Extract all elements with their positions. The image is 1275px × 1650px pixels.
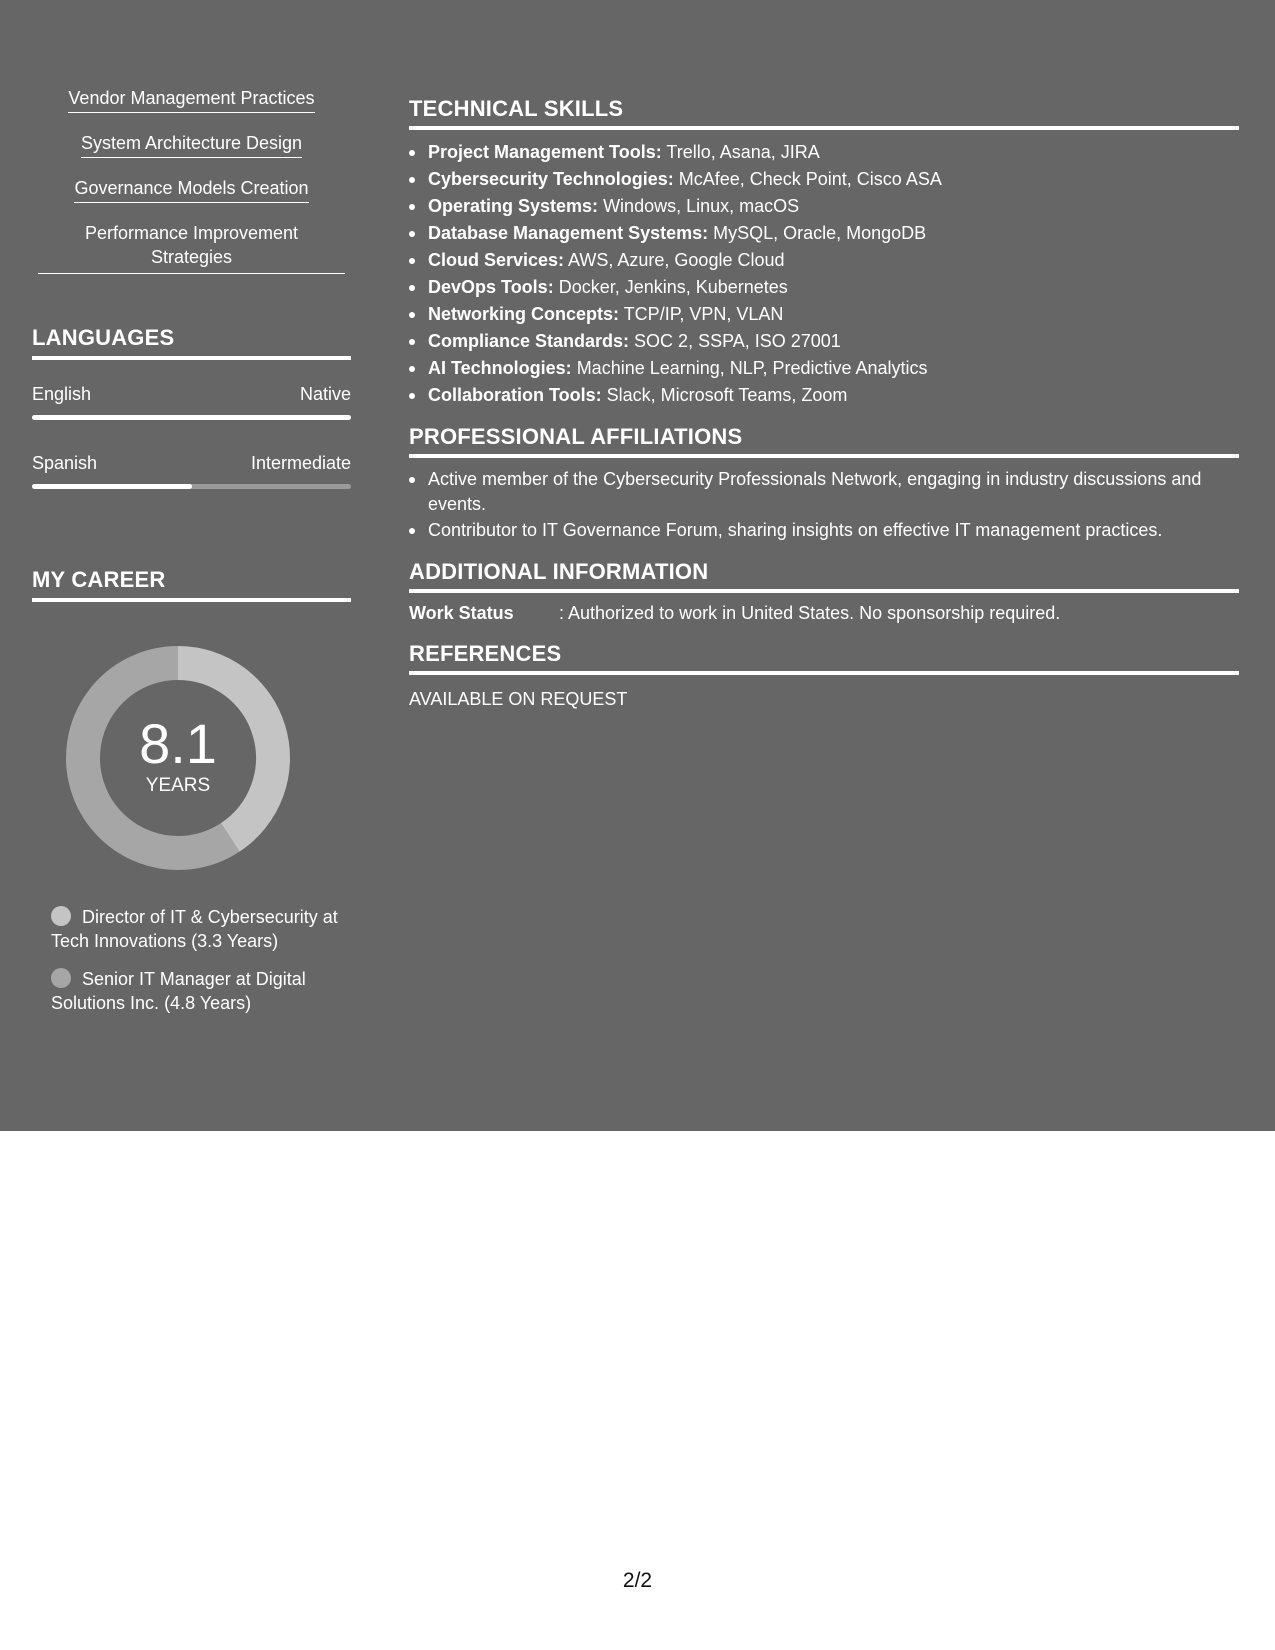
skill-tag: Performance Improvement Strategies (38, 221, 345, 274)
list-item: Collaboration Tools: Slack, Microsoft Teams, Zoom (409, 382, 1239, 409)
career-heading: MY CAREER (32, 567, 351, 602)
technical-skills-section (409, 96, 1239, 409)
list-item: DevOps Tools: Docker, Jenkins, Kubernetes (409, 274, 1239, 301)
affiliations-heading: PROFESSIONAL AFFILIATIONS (409, 424, 1239, 458)
list-item: Active member of the Cybersecurity Professionals Network, engaging in industry discussions and events. (409, 467, 1239, 517)
additional-info-heading: ADDITIONAL INFORMATION (409, 559, 1239, 593)
career-donut-chart (65, 645, 291, 871)
list-item: Operating Systems: Windows, Linux, macOS (409, 193, 1239, 220)
technical-skills-heading: TECHNICAL SKILLS (409, 96, 1239, 130)
list-item: AI Technologies: Machine Learning, NLP, Predictive Analytics (409, 355, 1239, 382)
career-legend-item: Director of IT & Cybersecurity at Tech Innovations (3.3 Years) (51, 907, 338, 951)
work-status-label: Work Status (409, 603, 514, 623)
language-level: Intermediate (250, 453, 351, 473)
language-level: Native (299, 384, 351, 404)
language-name: English (32, 384, 92, 404)
list-item: Cloud Services: AWS, Azure, Google Cloud (409, 247, 1239, 274)
skill-tag: Vendor Management Practices (38, 86, 345, 113)
work-status-value: : Authorized to work in United States. No sponsorship required. (559, 603, 1061, 623)
language-proficiency-fill (32, 415, 351, 420)
language-name: Spanish (32, 453, 98, 473)
list-item: Project Management Tools: Trello, Asana, JIRA (409, 139, 1239, 166)
skill-tag-list (38, 86, 345, 292)
affiliations-list (409, 467, 1239, 543)
skill-tag: System Architecture Design (38, 131, 345, 158)
language-proficiency-bar (32, 484, 351, 489)
page-number: 2/2 (622, 1569, 653, 1592)
career-legend (51, 905, 341, 1029)
career-total-unit: YEARS (145, 775, 211, 796)
language-row-spanish (32, 452, 351, 489)
references-text: AVAILABLE ON REQUEST (409, 689, 628, 709)
legend-dot-icon (51, 906, 71, 926)
language-proficiency-fill (32, 484, 192, 489)
career-total (65, 713, 291, 797)
additional-info-section (409, 559, 1239, 625)
technical-skills-list (409, 139, 1239, 409)
affiliations-section (409, 424, 1239, 544)
languages-heading: LANGUAGES (32, 325, 351, 360)
language-proficiency-bar (32, 415, 351, 420)
career-legend-item: Senior IT Manager at Digital Solutions Inc. (4.8 Years) (51, 969, 306, 1013)
list-item: Cybersecurity Technologies: McAfee, Check Point, Cisco ASA (409, 166, 1239, 193)
references-heading: REFERENCES (409, 641, 1239, 675)
work-status-row (409, 601, 1239, 625)
list-item: Database Management Systems: MySQL, Oracle, MongoDB (409, 220, 1239, 247)
language-row-english (32, 383, 351, 420)
skill-tag: Governance Models Creation (38, 176, 345, 203)
list-item: Networking Concepts: TCP/IP, VPN, VLAN (409, 301, 1239, 328)
references-section (409, 641, 1239, 711)
career-total-years: 8.1 (139, 712, 217, 775)
list-item: Contributor to IT Governance Forum, sharing insights on effective IT management practices. (409, 518, 1239, 543)
legend-dot-icon (51, 968, 71, 988)
list-item: Compliance Standards: SOC 2, SSPA, ISO 27001 (409, 328, 1239, 355)
